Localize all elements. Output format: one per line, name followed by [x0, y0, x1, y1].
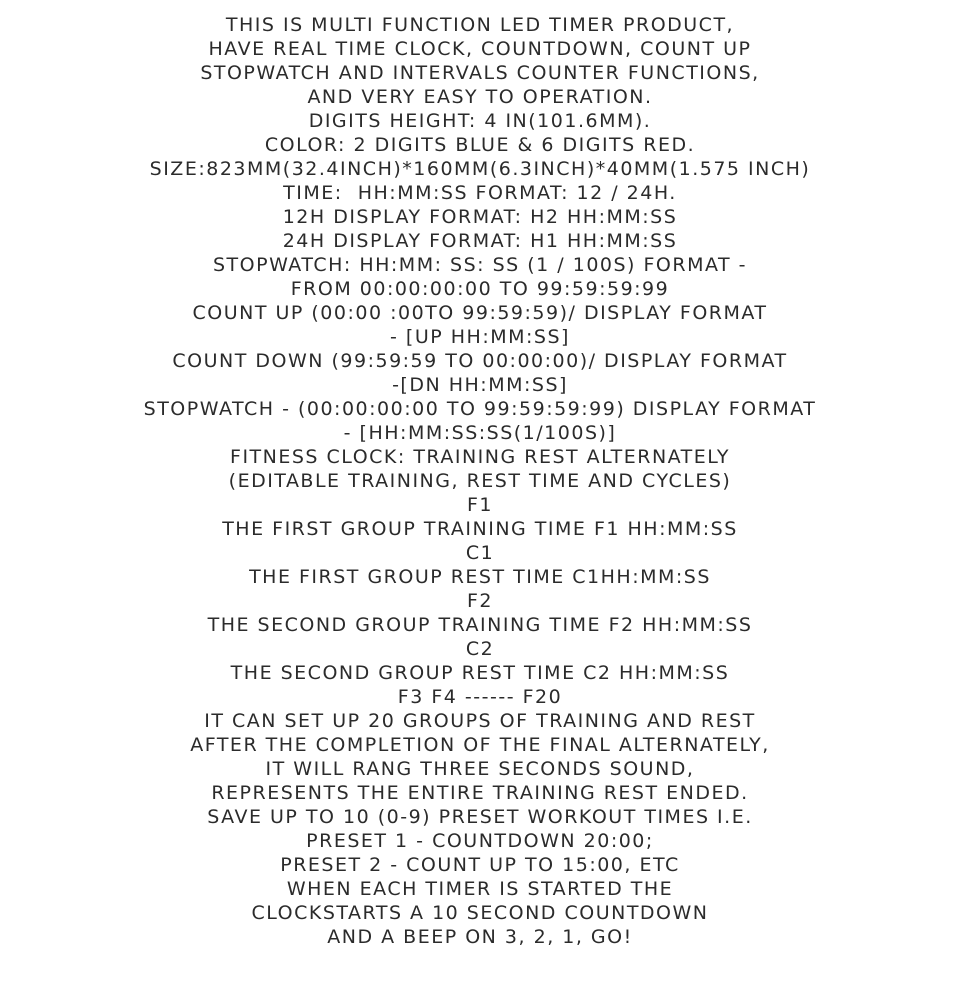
description-line: C2	[465, 638, 495, 660]
description-line: COUNT UP (00:00 :00TO 99:59:59)/ DISPLAY FORMAT	[192, 302, 768, 324]
description-line: THE SECOND GROUP REST TIME C2 HH:MM:SS	[230, 662, 730, 684]
description-line: SAVE UP TO 10 (0-9) PRESET WORKOUT TIMES I.E.	[207, 806, 753, 828]
description-line: COUNT DOWN (99:59:59 TO 00:00:00)/ DISPLAY FORMAT	[172, 350, 788, 372]
description-line: THE FIRST GROUP TRAINING TIME F1 HH:MM:SS	[222, 518, 738, 540]
description-line: 24H DISPLAY FORMAT: H1 HH:MM:SS	[282, 230, 678, 252]
product-description	[0, 13, 960, 949]
description-line: REPRESENTS THE ENTIRE TRAINING REST ENDED.	[211, 782, 749, 804]
description-line: SIZE:823MM(32.4INCH)*160MM(6.3INCH)*40MM(1.575 INCH)	[149, 158, 811, 180]
description-line: COLOR: 2 DIGITS BLUE & 6 DIGITS RED.	[264, 134, 696, 156]
description-line: THE FIRST GROUP REST TIME C1HH:MM:SS	[249, 566, 711, 588]
description-line: F1	[466, 494, 494, 516]
description-line: C1	[465, 542, 495, 564]
description-line: F3 F4 ------ F20	[397, 686, 563, 708]
description-line: STOPWATCH AND INTERVALS COUNTER FUNCTIONS,	[200, 62, 760, 84]
description-line: CLOCKSTARTS A 10 SECOND COUNTDOWN	[251, 902, 709, 924]
description-line: DIGITS HEIGHT: 4 IN(101.6MM).	[308, 110, 652, 132]
description-line: PRESET 2 - COUNT UP TO 15:00, ETC	[280, 854, 680, 876]
description-line: FROM 00:00:00:00 TO 99:59:59:99	[290, 278, 670, 300]
description-line: PRESET 1 - COUNTDOWN 20:00;	[306, 830, 654, 852]
description-line: (EDITABLE TRAINING, REST TIME AND CYCLES)	[228, 470, 732, 492]
description-line: AND A BEEP ON 3, 2, 1, GO!	[327, 926, 633, 948]
description-line: AND VERY EASY TO OPERATION.	[307, 86, 653, 108]
description-line: - [UP HH:MM:SS]	[390, 326, 570, 348]
description-line: IT CAN SET UP 20 GROUPS OF TRAINING AND REST	[204, 710, 756, 732]
description-line: IT WILL RANG THREE SECONDS SOUND,	[265, 758, 695, 780]
description-line: - [HH:MM:SS:SS(1/100S)]	[343, 422, 617, 444]
description-line: FITNESS CLOCK: TRAINING REST ALTERNATELY	[230, 446, 730, 468]
description-line: F2	[466, 590, 494, 612]
description-line: WHEN EACH TIMER IS STARTED THE	[286, 878, 674, 900]
description-line: HAVE REAL TIME CLOCK, COUNTDOWN, COUNT UP	[208, 38, 752, 60]
description-line: -[DN HH:MM:SS]	[392, 374, 568, 396]
description-line: STOPWATCH - (00:00:00:00 TO 99:59:59:99) DISPLAY FORMAT	[143, 398, 817, 420]
description-line: THIS IS MULTI FUNCTION LED TIMER PRODUCT,	[225, 14, 735, 36]
description-line: STOPWATCH: HH:MM: SS: SS (1 / 100S) FORMAT -	[212, 254, 748, 276]
description-line: 12H DISPLAY FORMAT: H2 HH:MM:SS	[282, 206, 678, 228]
description-line: AFTER THE COMPLETION OF THE FINAL ALTERNATELY,	[190, 734, 770, 756]
description-line: TIME: HH:MM:SS FORMAT: 12 / 24H.	[283, 182, 677, 204]
description-line: THE SECOND GROUP TRAINING TIME F2 HH:MM:SS	[207, 614, 753, 636]
